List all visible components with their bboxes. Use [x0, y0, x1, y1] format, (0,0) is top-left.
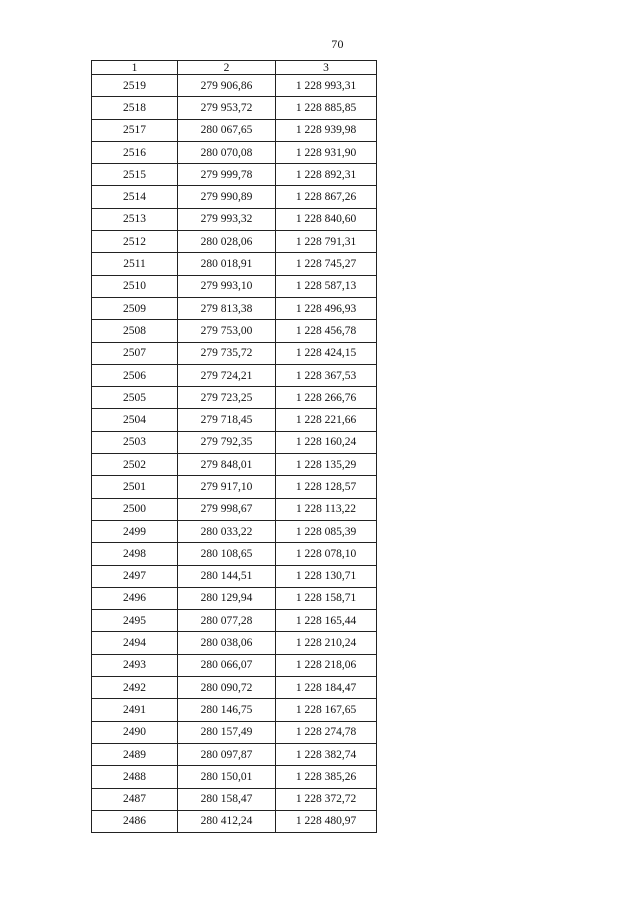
- y-coordinate-cell: 1 228 160,24: [276, 431, 377, 453]
- point-number-cell: 2514: [92, 186, 178, 208]
- point-number-cell: 2513: [92, 208, 178, 230]
- table-row: [92, 520, 377, 542]
- x-coordinate-cell: 280 097,87: [178, 743, 276, 765]
- point-number-cell: 2503: [92, 431, 178, 453]
- x-coordinate-cell: 280 146,75: [178, 699, 276, 721]
- point-number-cell: 2515: [92, 164, 178, 186]
- x-coordinate-cell: 279 813,38: [178, 297, 276, 319]
- x-coordinate-cell: 280 077,28: [178, 610, 276, 632]
- table-row: [92, 543, 377, 565]
- point-number-cell: 2492: [92, 677, 178, 699]
- y-coordinate-cell: 1 228 587,13: [276, 275, 377, 297]
- point-number-cell: 2519: [92, 75, 178, 97]
- y-coordinate-cell: 1 228 840,60: [276, 208, 377, 230]
- point-number-cell: 2497: [92, 565, 178, 587]
- y-coordinate-cell: 1 228 385,26: [276, 766, 377, 788]
- table-row: [92, 677, 377, 699]
- column-header-3: 3: [276, 61, 377, 75]
- point-number-cell: 2506: [92, 364, 178, 386]
- x-coordinate-cell: 279 735,72: [178, 342, 276, 364]
- x-coordinate-cell: 279 999,78: [178, 164, 276, 186]
- table-row: [92, 97, 377, 119]
- table-row: [92, 743, 377, 765]
- point-number-cell: 2504: [92, 409, 178, 431]
- table-row: [92, 119, 377, 141]
- table-row: [92, 208, 377, 230]
- point-number-cell: 2493: [92, 654, 178, 676]
- x-coordinate-cell: 279 917,10: [178, 476, 276, 498]
- x-coordinate-cell: 280 070,08: [178, 141, 276, 163]
- y-coordinate-cell: 1 228 791,31: [276, 231, 377, 253]
- x-coordinate-cell: 280 144,51: [178, 565, 276, 587]
- x-coordinate-cell: 279 906,86: [178, 75, 276, 97]
- table-row: [92, 231, 377, 253]
- x-coordinate-cell: 280 028,06: [178, 231, 276, 253]
- x-coordinate-cell: 280 150,01: [178, 766, 276, 788]
- y-coordinate-cell: 1 228 867,26: [276, 186, 377, 208]
- table-row: [92, 431, 377, 453]
- y-coordinate-cell: 1 228 372,72: [276, 788, 377, 810]
- point-number-cell: 2500: [92, 498, 178, 520]
- x-coordinate-cell: 280 108,65: [178, 543, 276, 565]
- x-coordinate-cell: 280 033,22: [178, 520, 276, 542]
- point-number-cell: 2509: [92, 297, 178, 319]
- point-number-cell: 2499: [92, 520, 178, 542]
- point-number-cell: 2491: [92, 699, 178, 721]
- y-coordinate-cell: 1 228 480,97: [276, 810, 377, 832]
- x-coordinate-cell: 280 090,72: [178, 677, 276, 699]
- table-row: [92, 342, 377, 364]
- x-coordinate-cell: 280 412,24: [178, 810, 276, 832]
- x-coordinate-cell: 279 723,25: [178, 387, 276, 409]
- table-row: [92, 610, 377, 632]
- table-row: [92, 387, 377, 409]
- point-number-cell: 2489: [92, 743, 178, 765]
- y-coordinate-cell: 1 228 266,76: [276, 387, 377, 409]
- y-coordinate-cell: 1 228 218,06: [276, 654, 377, 676]
- point-number-cell: 2510: [92, 275, 178, 297]
- table-row: [92, 654, 377, 676]
- table-row: [92, 275, 377, 297]
- y-coordinate-cell: 1 228 496,93: [276, 297, 377, 319]
- x-coordinate-cell: 280 129,94: [178, 587, 276, 609]
- column-header-2: 2: [178, 61, 276, 75]
- y-coordinate-cell: 1 228 382,74: [276, 743, 377, 765]
- y-coordinate-cell: 1 228 885,85: [276, 97, 377, 119]
- table-row: [92, 565, 377, 587]
- table-row: [92, 297, 377, 319]
- table-row: [92, 766, 377, 788]
- x-coordinate-cell: 280 066,07: [178, 654, 276, 676]
- point-number-cell: 2508: [92, 320, 178, 342]
- x-coordinate-cell: 279 998,67: [178, 498, 276, 520]
- point-number-cell: 2518: [92, 97, 178, 119]
- point-number-cell: 2502: [92, 454, 178, 476]
- point-number-cell: 2501: [92, 476, 178, 498]
- x-coordinate-cell: 280 067,65: [178, 119, 276, 141]
- table-row: [92, 721, 377, 743]
- y-coordinate-cell: 1 228 424,15: [276, 342, 377, 364]
- y-coordinate-cell: 1 228 892,31: [276, 164, 377, 186]
- table-row: [92, 141, 377, 163]
- point-number-cell: 2505: [92, 387, 178, 409]
- point-number-cell: 2507: [92, 342, 178, 364]
- table-row: [92, 253, 377, 275]
- table-row: [92, 476, 377, 498]
- y-coordinate-cell: 1 228 274,78: [276, 721, 377, 743]
- table-row: [92, 810, 377, 832]
- x-coordinate-cell: 279 718,45: [178, 409, 276, 431]
- point-number-cell: 2495: [92, 610, 178, 632]
- table-row: [92, 75, 377, 97]
- point-number-cell: 2517: [92, 119, 178, 141]
- x-coordinate-cell: 279 753,00: [178, 320, 276, 342]
- x-coordinate-cell: 279 990,89: [178, 186, 276, 208]
- y-coordinate-cell: 1 228 184,47: [276, 677, 377, 699]
- y-coordinate-cell: 1 228 367,53: [276, 364, 377, 386]
- table-row: [92, 699, 377, 721]
- x-coordinate-cell: 279 724,21: [178, 364, 276, 386]
- table-row: [92, 320, 377, 342]
- x-coordinate-cell: 280 018,91: [178, 253, 276, 275]
- x-coordinate-cell: 280 158,47: [178, 788, 276, 810]
- y-coordinate-cell: 1 228 456,78: [276, 320, 377, 342]
- x-coordinate-cell: 279 993,32: [178, 208, 276, 230]
- point-number-cell: 2494: [92, 632, 178, 654]
- table-row: [92, 498, 377, 520]
- y-coordinate-cell: 1 228 993,31: [276, 75, 377, 97]
- y-coordinate-cell: 1 228 128,57: [276, 476, 377, 498]
- point-number-cell: 2511: [92, 253, 178, 275]
- y-coordinate-cell: 1 228 931,90: [276, 141, 377, 163]
- column-header-1: 1: [92, 61, 178, 75]
- table-row: [92, 632, 377, 654]
- table-body: [92, 75, 377, 833]
- table-row: [92, 164, 377, 186]
- y-coordinate-cell: 1 228 167,65: [276, 699, 377, 721]
- x-coordinate-cell: 280 038,06: [178, 632, 276, 654]
- y-coordinate-cell: 1 228 135,29: [276, 454, 377, 476]
- table-row: [92, 364, 377, 386]
- y-coordinate-cell: 1 228 939,98: [276, 119, 377, 141]
- y-coordinate-cell: 1 228 078,10: [276, 543, 377, 565]
- table-row: [92, 186, 377, 208]
- point-number-cell: 2488: [92, 766, 178, 788]
- y-coordinate-cell: 1 228 221,66: [276, 409, 377, 431]
- point-number-cell: 2487: [92, 788, 178, 810]
- table-row: [92, 788, 377, 810]
- table-row: [92, 409, 377, 431]
- point-number-cell: 2490: [92, 721, 178, 743]
- point-number-cell: 2486: [92, 810, 178, 832]
- table-header-row: [92, 61, 377, 75]
- x-coordinate-cell: 279 848,01: [178, 454, 276, 476]
- point-number-cell: 2516: [92, 141, 178, 163]
- y-coordinate-cell: 1 228 158,71: [276, 587, 377, 609]
- y-coordinate-cell: 1 228 130,71: [276, 565, 377, 587]
- x-coordinate-cell: 279 953,72: [178, 97, 276, 119]
- point-number-cell: 2512: [92, 231, 178, 253]
- x-coordinate-cell: 279 792,35: [178, 431, 276, 453]
- point-number-cell: 2498: [92, 543, 178, 565]
- y-coordinate-cell: 1 228 113,22: [276, 498, 377, 520]
- y-coordinate-cell: 1 228 210,24: [276, 632, 377, 654]
- x-coordinate-cell: 279 993,10: [178, 275, 276, 297]
- page-number: 70: [331, 37, 344, 51]
- table-row: [92, 587, 377, 609]
- table-row: [92, 454, 377, 476]
- x-coordinate-cell: 280 157,49: [178, 721, 276, 743]
- point-number-cell: 2496: [92, 587, 178, 609]
- y-coordinate-cell: 1 228 745,27: [276, 253, 377, 275]
- coordinates-table: [91, 60, 377, 833]
- y-coordinate-cell: 1 228 085,39: [276, 520, 377, 542]
- y-coordinate-cell: 1 228 165,44: [276, 610, 377, 632]
